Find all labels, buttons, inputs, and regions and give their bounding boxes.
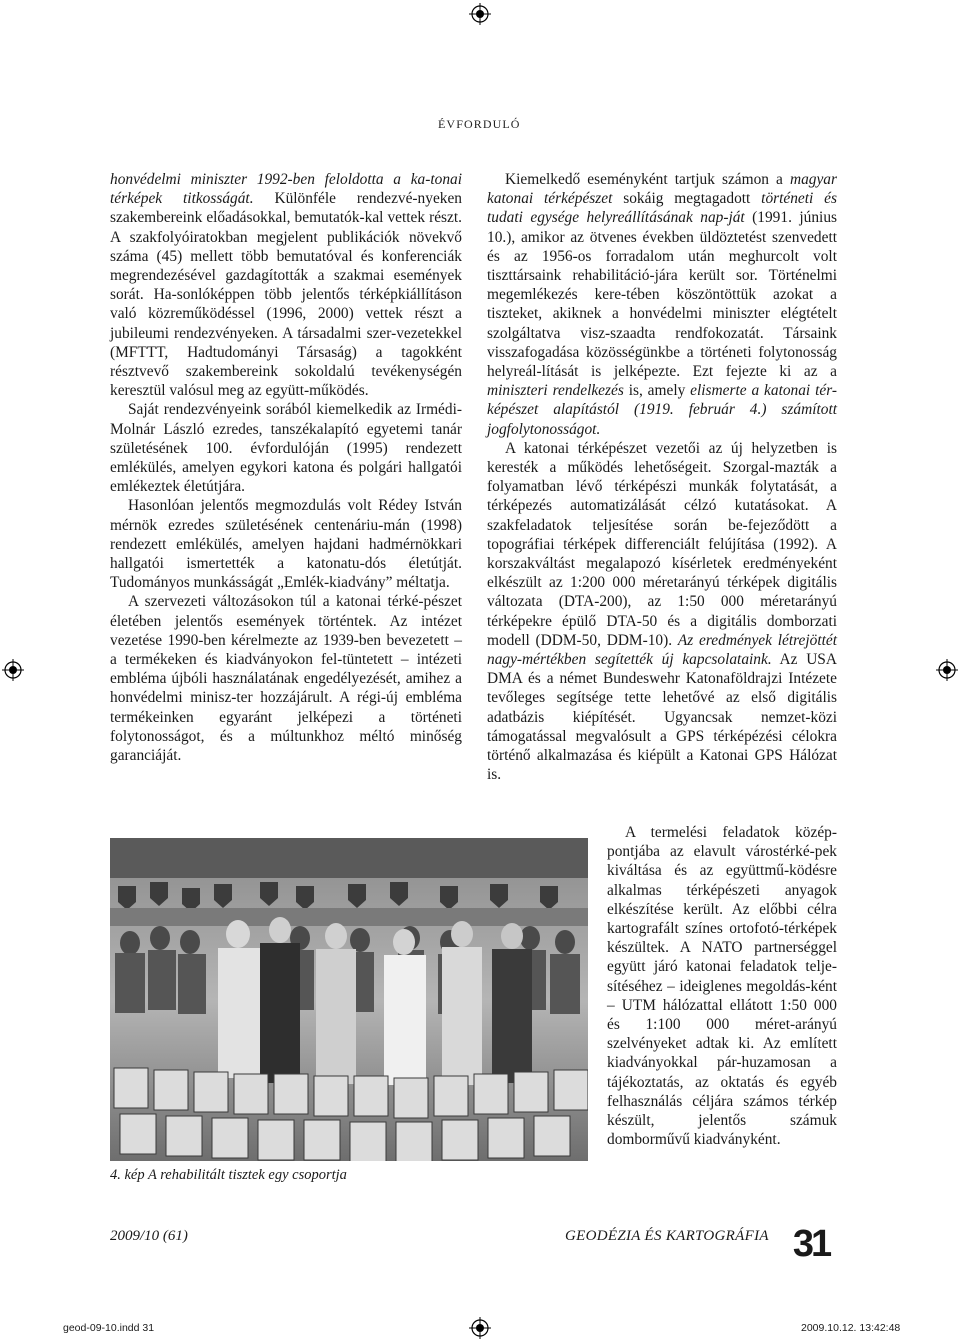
- print-slug-date: 2009.10.12. 13:42:48: [801, 1322, 901, 1334]
- emphasis-text: Az eredmények létrejöttét nagy-mértékben segítették új kapcsolataink.: [487, 631, 838, 669]
- emphasis-text: történeti és tudati egysége helyreállításának nap-ját: [487, 190, 837, 227]
- registration-mark-icon: [2, 659, 24, 681]
- registration-mark-icon: [469, 3, 491, 25]
- issue-number: 2009/10 (61): [110, 1228, 188, 1244]
- paragraph: [487, 170, 837, 439]
- emphasis-text: honvédelmi miniszter 1992-ben feloldotta a ka-tonai térképek titkosságát.: [110, 171, 462, 208]
- paragraph: Hasonlóan jelentős megmozdulás volt Rédey István mérnök ezredes születésének centenáriu-mán (1998) rendezett emlékülés, amelyen hajdani hadmérnökkari hallgatói ismertették a katonatu-dós életútját. Tudományos munkásságát „Emlék-kiadvány” méltatja.: [110, 497, 462, 592]
- paragraph: A szervezeti változásokon túl a katonai térké-pészet életében jelentős események történtek. Az intézet vezetése 1990-ben kérelmezte az 1939-ben bevezetett – a termékeken és kiadványokon fel-tüntetett – intézeti embléma újbóli használatának engedélyezését, amihez a honvédelmi minisz-ter hozzájárult. A régi-új embléma termékeinken egyaránt jelképezi a történeti folytonosságot, és a múltunkhoz méltó minőség garanciáját.: [110, 593, 462, 765]
- registration-mark-icon: [936, 659, 958, 681]
- paragraph: Saját rendezvényeink sorából kiemelkedik az Irmédi-Molnár László ezredes, tanszékalapító egyetemi tanár születésének 100. évfordulóján (1995) rendezett emlékülés, amelyen egykori katona és polgári hallgatói emlékeztek életútjára.: [110, 401, 462, 496]
- body-text: A katonai térképészet vezetői az új helyzetben is keresték a működés lehetőségeit. Szorgal-mazták a folyamatban lévő térképészi munkák folytatását, a térképezés automatizálását célzó kutatásokat. A szakfeladatok teljesítése során be-fejeződött a topográfiai térképek differenciált felújítása (1992). A korszakváltást megalapozó kísérletek eredményeként elkészült az 1:200 000 méretarányú térképek digitális változata (DTA-200), az 1:50 000 méretarányú térképekre épülő DTA-50 és a digitális domborzati modell (DDM-50, DDM-10).: [487, 439, 837, 649]
- figure-caption: 4. kép A rehabilitált tisztek egy csoportja: [110, 1167, 347, 1183]
- page-number: 31: [786, 1200, 836, 1288]
- print-slug-file: geod-09-10.indd 31: [63, 1322, 155, 1334]
- body-text: Különféle rendezvé-nyeken szakembereink előadásokkal, bemutatók-kal vettek részt. A szakfolyóiratokban megjelent publikációk növekvő száma (45) mellett több bemutatóval és konferenciák megrendezésével gazdagították a szakmai események sorát. Ha-sonlóképpen több jelentős térképkiállításon való közreműködéssel (1996, 2000) vettek részt a jubileumi rendezvényeken. A társadalmi szer-vezetekkel (MFTTT, Hadtudományi Társaság) a tagokként résztvevő szakembereink sokoldalú tevékenységén keresztül valósul meg az együtt-működés.: [110, 190, 462, 400]
- body-text: is, amely: [623, 382, 691, 400]
- registration-mark-icon: [469, 1317, 491, 1339]
- emphasis-text: magyar katonai térképészet: [487, 171, 837, 208]
- body-text: Kiemelkedő eseményként tartjuk számon a: [505, 171, 790, 188]
- body-text: Az USA DMA és a német Bundeswehr Katonaföldrajzi Intézete tevőleges segítsége tette lehetővé az első digitális adatbázis kiépítését. Ugyancsak nemzet-közi támogatással megvalósult a GPS térképézési célokra történő alkalmazása és kiépült a Katonai GPS Hálózat is.: [487, 651, 837, 784]
- paragraph: [110, 170, 462, 400]
- running-head: ÉVFORDULÓ: [438, 117, 521, 131]
- body-text: (1991. június 10.), amikor az ötvenes években üldöztetést szenvedett és az 1956-os forradalom után meghurcolt volt tiszttársaink rehabilitáció-jára került sor. Történelmi megemlékezés kere-tében köszöntöttük azokat a tiszteket, akiknek a honvédelmi miniszter elégtételt szolgáltatva visz-szaadta rendfokozatát. Társaink visszafogadása közösségünkbe a történeti folytonosság helyreál-lítását is jelképezte. Ezt fejezte ki az a: [487, 209, 838, 381]
- emphasis-text: miniszteri rendelkezés: [487, 382, 624, 400]
- body-text: sokáig megtagadott: [612, 190, 762, 208]
- emphasis-text: elismerte a katonai tér-képészet alapítástól (1919. február 4.) számított jogfolytonosságot.: [487, 382, 837, 438]
- right-column: [487, 170, 837, 785]
- paragraph: A termelési feladatok közép-pontjába az elavult várostérké-pek kiváltása és az együttmű-ködésre alkalmas térképészeti anyagok elkészítése került. Az előbbi célra kartografált színes ortofotó-térképek készültek. A NATO partnerséggel együtt járó katonai feladatok telje-sítéséhez – ideiglenes megoldás-ként – UTM hálózattal ellátott 1:50 000 és 1:100 000 méret-arányú szelvényeket adtak ki. Az említett kiadványokkal pár-huzamosan a tájékoztatás, az oktatás és egyéb felhasználás céljára számos térkép készült, jelentős számuk domborművű kiadványként.: [607, 824, 837, 1149]
- group-photo: [110, 838, 588, 1161]
- paragraph: [487, 439, 837, 785]
- right-narrow-column: [607, 823, 837, 1149]
- journal-title: GEODÉZIA ÉS KARTOGRÁFIA: [565, 1228, 769, 1244]
- left-column: [110, 170, 462, 765]
